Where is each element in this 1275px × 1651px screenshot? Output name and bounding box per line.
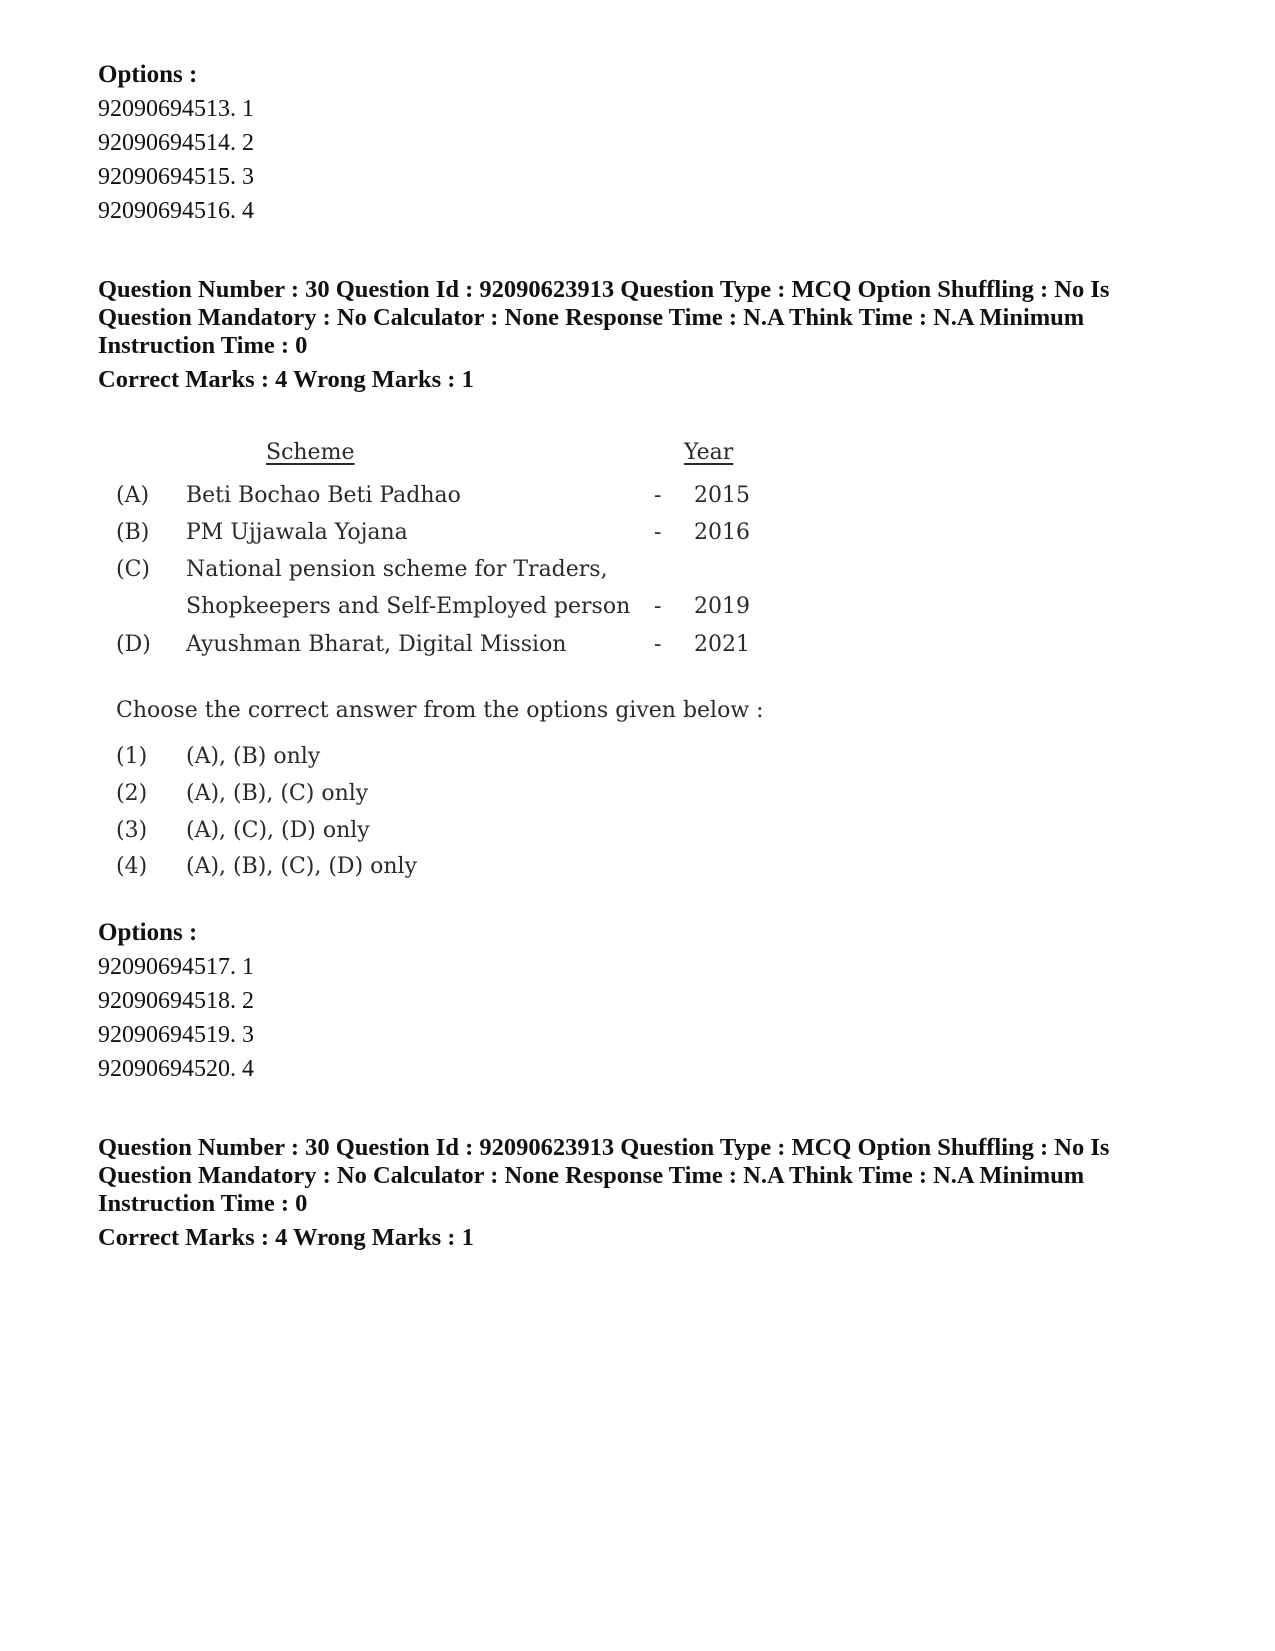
scheme-year: 2016 (694, 520, 750, 545)
top-options-block (98, 58, 1188, 228)
scheme-name: PM Ujjawala Yojana (186, 520, 408, 545)
row-dash: - (654, 632, 662, 657)
question-meta-line: Question Number : 30 Question Id : 92090623913 Question Type : MCQ Option Shuffling : No Is (98, 276, 1110, 303)
row-label: (B) (116, 520, 150, 545)
question-image (98, 428, 764, 898)
scheme-row (98, 557, 758, 591)
scheme-row (98, 483, 758, 517)
year-header: Year (684, 440, 734, 465)
option-item: 92090694519. 3 (98, 1022, 254, 1048)
option-item: 92090694513. 1 (98, 96, 254, 122)
scheme-header: Scheme (266, 440, 355, 465)
row-label: (C) (116, 557, 150, 582)
row-dash: - (654, 594, 662, 619)
question-meta-line: Question Mandatory : No Calculator : None Response Time : N.A Think Time : N.A Minimum (98, 304, 1085, 331)
options-heading: Options : (98, 61, 198, 88)
scheme-name: Ayushman Bharat, Digital Mission (186, 632, 567, 657)
option-item: 92090694515. 3 (98, 164, 254, 190)
options-heading: Options : (98, 919, 198, 946)
row-dash: - (654, 483, 662, 508)
answer-choice (98, 781, 758, 815)
choice-text: (A), (C), (D) only (186, 818, 370, 843)
options-block (98, 916, 1188, 1086)
question-meta-block (98, 276, 1188, 395)
choice-text: (A), (B) only (186, 744, 321, 769)
question-meta-line: Question Mandatory : No Calculator : None Response Time : N.A Think Time : N.A Minimum (98, 1162, 1085, 1189)
option-item: 92090694514. 2 (98, 130, 254, 156)
choice-label: (1) (116, 744, 148, 769)
choice-label: (3) (116, 818, 148, 843)
scheme-row (98, 594, 758, 628)
question-meta-line: Instruction Time : 0 (98, 1190, 308, 1217)
scheme-year: 2019 (694, 594, 750, 619)
answer-choice (98, 854, 758, 888)
question-meta-line: Instruction Time : 0 (98, 332, 308, 359)
row-label: (D) (116, 632, 151, 657)
answer-choice (98, 818, 758, 852)
choice-label: (2) (116, 781, 148, 806)
row-dash: - (654, 520, 662, 545)
choice-text: (A), (B), (C) only (186, 781, 369, 806)
row-label: (A) (116, 483, 150, 508)
option-item: 92090694518. 2 (98, 988, 254, 1014)
scheme-name: Beti Bochao Beti Padhao (186, 483, 461, 508)
scheme-year: 2015 (694, 483, 750, 508)
question-marks: Correct Marks : 4 Wrong Marks : 1 (98, 366, 474, 393)
choice-text: (A), (B), (C), (D) only (186, 854, 418, 879)
question-marks: Correct Marks : 4 Wrong Marks : 1 (98, 1224, 474, 1251)
option-item: 92090694517. 1 (98, 954, 254, 980)
scheme-name: Shopkeepers and Self-Employed person (186, 594, 631, 619)
scheme-name: National pension scheme for Traders, (186, 557, 608, 582)
scheme-row (98, 632, 758, 666)
question-instruction: Choose the correct answer from the options given below : (116, 698, 764, 723)
question-meta-line: Question Number : 30 Question Id : 92090623913 Question Type : MCQ Option Shuffling : No Is (98, 1134, 1110, 1161)
choice-label: (4) (116, 854, 148, 879)
next-question-meta-block (98, 1134, 1188, 1253)
option-item: 92090694520. 4 (98, 1056, 254, 1082)
scheme-year: 2021 (694, 632, 750, 657)
option-item: 92090694516. 4 (98, 198, 254, 224)
answer-choice (98, 744, 758, 778)
scheme-row (98, 520, 758, 554)
